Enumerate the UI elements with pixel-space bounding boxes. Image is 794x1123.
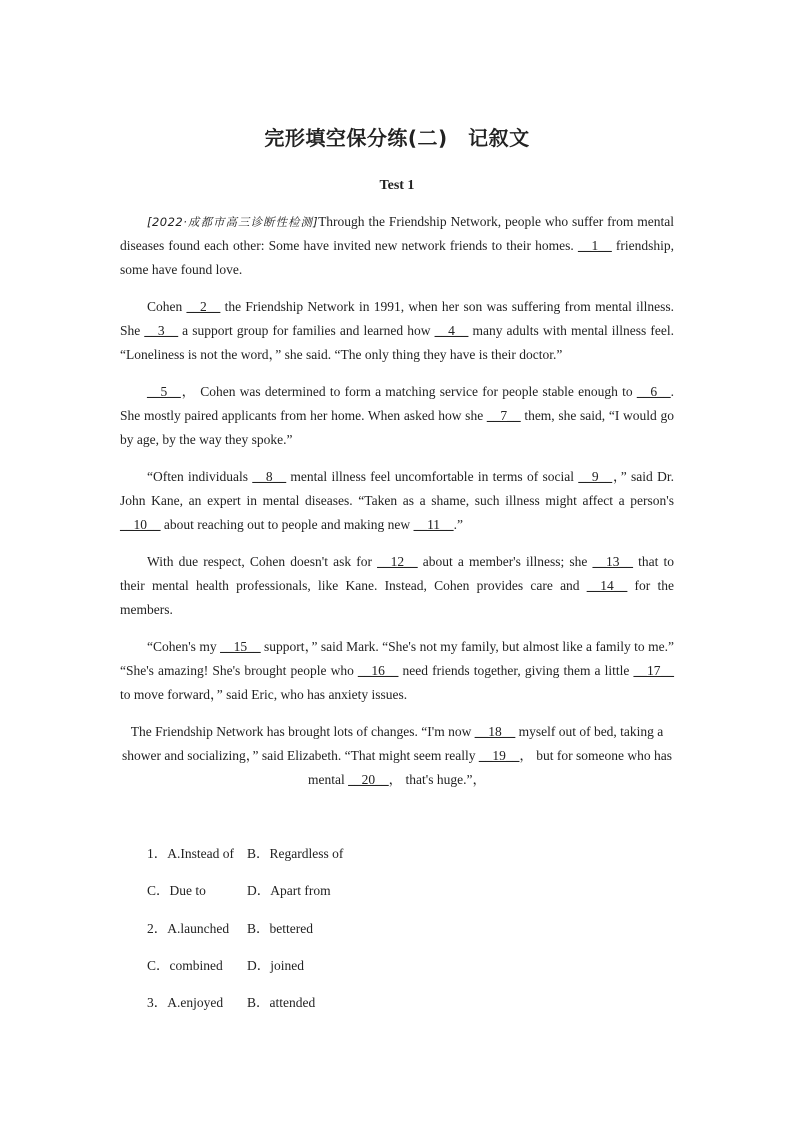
option-row (147, 991, 343, 1028)
passage-text: the Friendship Network in 1991, when her son was suffering from mental illness. She (120, 299, 674, 338)
cloze-blank: __11__ (413, 517, 454, 532)
passage-paragraph (120, 635, 674, 707)
passage-text: Through the Friendship Network, people who suffer from mental diseases found each other: Some have invited new network friends to their homes. (120, 214, 674, 253)
option-choice: B．Regardless of (247, 846, 344, 861)
passage-paragraph (120, 380, 674, 452)
passage-text: many adults with mental illness feel. “Loneliness is not the word，” she said. “The only thing they have is their doctor.” (120, 323, 674, 362)
cloze-blank: __3__ (144, 323, 179, 338)
passage-text: friendship, some have found love. (120, 238, 674, 277)
passage-paragraph (120, 550, 674, 622)
passage-text: myself out of bed, taking a shower and socializing，” said Elizabeth. “That might seem really (122, 724, 664, 763)
passage-text: ， Cohen was determined to form a matching service for people stable enough to (180, 384, 637, 399)
option-row (147, 842, 343, 879)
passage-text: Cohen (147, 299, 187, 314)
cloze-blank: __2__ (186, 299, 221, 314)
option-choice: D．joined (247, 957, 304, 973)
cloze-passage (120, 210, 674, 805)
passage-text: . She mostly paired applicants from her home. When asked how she (120, 384, 674, 423)
option-choice: 3．A.enjoyed (147, 995, 224, 1011)
passage-paragraph (120, 210, 674, 282)
option-row (147, 954, 343, 991)
passage-text: support，” said Mark. “She's not my family, but almost like a family to me.” “She's amazing! She's brought people who (120, 639, 674, 678)
option-choice: C．combined (147, 957, 223, 973)
cloze-blank: __8__ (252, 469, 287, 484)
passage-text: a support group for families and learned how (178, 323, 435, 338)
passage-text: ，” said Dr. John Kane, an expert in mental diseases. “Taken as a shame, such illness might affect a person's (120, 469, 674, 508)
cloze-blank: __19__ (478, 748, 520, 763)
answer-options (147, 842, 343, 1028)
cloze-blank: __9__ (578, 469, 613, 484)
option-choice: 1．A.Instead of (147, 846, 234, 861)
passage-text: ， that's huge.”， (388, 772, 486, 787)
cloze-blank: __13__ (592, 554, 633, 569)
cloze-blank: __12__ (377, 554, 418, 569)
cloze-blank: __15__ (220, 639, 261, 654)
page-title: 完形填空保分练(二) 记叙文 (264, 126, 530, 150)
passage-text: With due respect, Cohen doesn't ask for (147, 554, 378, 569)
passage-text: for the members. (120, 578, 674, 617)
passage-text: to move forward，” said Eric, who has anxiety issues. (120, 687, 408, 702)
passage-text: that to their mental health professionals, like Kane. Instead, Cohen provides care and (120, 554, 674, 593)
cloze-blank: __18__ (474, 724, 516, 739)
passage-text: about reaching out to people and making new (160, 517, 414, 532)
option-choice: C．Due to (147, 883, 206, 899)
passage-text: The Friendship Network has brought lots of changes. “I'm now (130, 724, 475, 739)
passage-text: need friends together, giving them a little (398, 663, 634, 678)
passage-paragraph (120, 295, 674, 367)
option-row (147, 917, 343, 954)
passage-text: mental illness feel uncomfortable in terms of social (286, 469, 579, 484)
passage-text: about a member's illness; she (417, 554, 593, 569)
passage-text: “Often individuals (147, 469, 253, 484)
option-row (147, 879, 343, 916)
option-choice: D．Apart from (247, 883, 331, 899)
cloze-blank: __14__ (586, 578, 628, 593)
option-choice: 2．A.launched (147, 920, 230, 936)
cloze-blank: __5__ (147, 384, 181, 399)
cloze-blank: __20__ (348, 772, 389, 787)
cloze-blank: __17__ (633, 663, 674, 678)
option-choice: B．attended (247, 995, 316, 1011)
cloze-blank: __4__ (434, 323, 469, 338)
source-label: [2022·成都市高三诊断性检测] (147, 215, 319, 229)
cloze-blank: __16__ (357, 663, 399, 678)
cloze-blank: __10__ (120, 517, 161, 532)
cloze-blank: __7__ (486, 408, 521, 423)
test-subtitle: Test 1 (379, 178, 415, 193)
option-choice: B．bettered (247, 920, 313, 936)
passage-text: .” (453, 517, 463, 532)
cloze-blank: __1__ (577, 238, 612, 253)
passage-text: “Cohen's my (147, 639, 221, 654)
passage-text: ， but for someone who has mental (308, 748, 672, 787)
passage-paragraph (120, 720, 674, 792)
cloze-blank: __6__ (636, 384, 671, 399)
passage-paragraph (120, 465, 674, 537)
passage-text: them, she said, “I would go by age, by the way they spoke.” (120, 408, 674, 447)
